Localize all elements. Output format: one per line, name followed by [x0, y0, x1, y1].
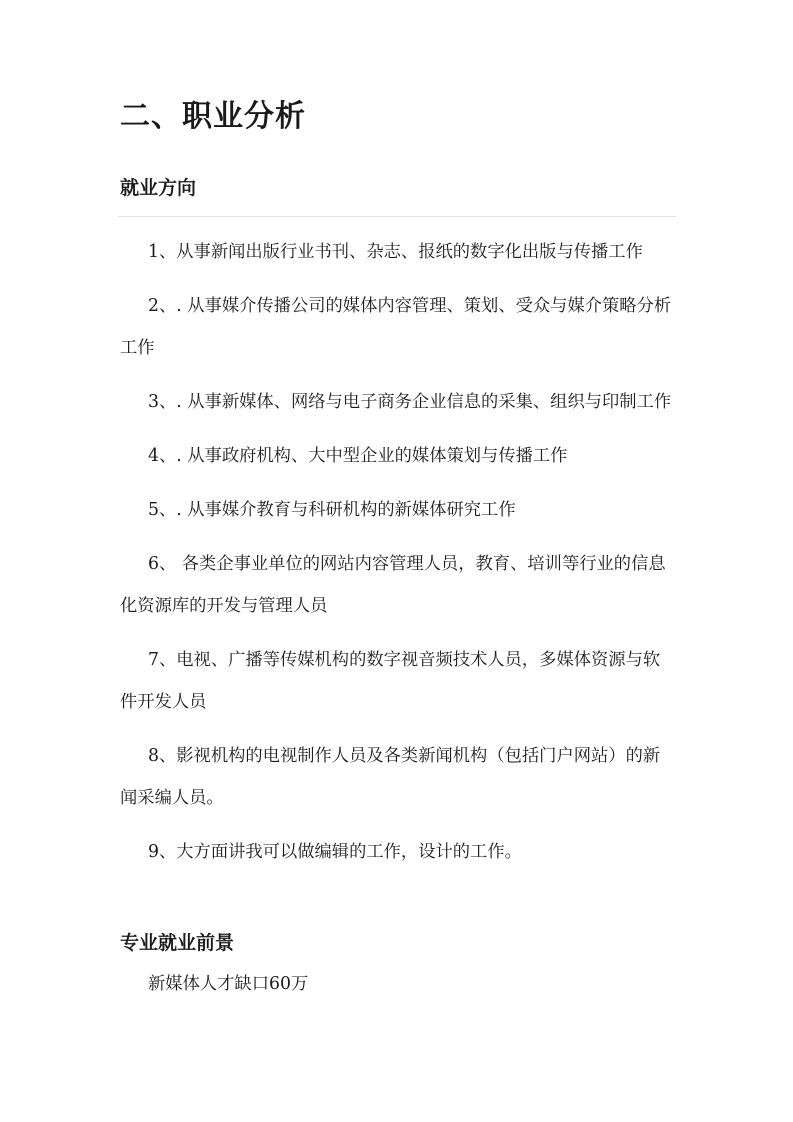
section-divider: [118, 216, 676, 217]
page-title: 二、职业分析: [120, 99, 306, 134]
employment-list: [120, 231, 676, 885]
list-item: 4、. 从事政府机构、大中型企业的媒体策划与传播工作: [148, 446, 568, 466]
list-item: 6、 各类企事业单位的网站内容管理人员，教育、培训等行业的信息化资源库的开发与管理人员: [120, 554, 666, 616]
section-heading-employment: 就业方向: [120, 177, 197, 199]
list-item: 7、电视、广播等传媒机构的数字视音频技术人员，多媒体资源与软件开发人员: [120, 650, 661, 712]
list-item: 9、大方面讲我可以做编辑的工作，设计的工作。: [148, 842, 522, 862]
list-item: 2、. 从事媒介传播公司的媒体内容管理、策划、受众与媒介策略分析工作: [120, 296, 672, 358]
list-item: 5、. 从事媒介教育与科研机构的新媒体研究工作: [148, 500, 516, 520]
section-heading-prospect: 专业就业前景: [120, 932, 235, 954]
list-item: 1、从事新闻出版行业书刊、杂志、报纸的数字化出版与传播工作: [148, 242, 643, 262]
prospect-text: 新媒体人才缺口60万: [148, 974, 309, 994]
list-item: 8、影视机构的电视制作人员及各类新闻机构（包括门户网站）的新闻采编人员。: [120, 746, 661, 808]
list-item: 3、. 从事新媒体、网络与电子商务企业信息的采集、组织与印制工作: [148, 392, 672, 412]
